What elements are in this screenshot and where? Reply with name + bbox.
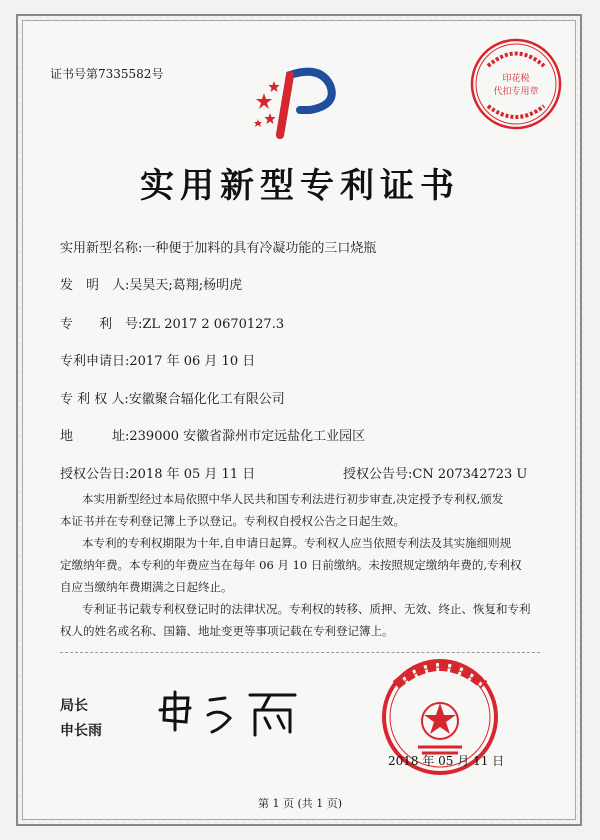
field-address-value: 239000 安徽省滁州市定远盐化工业园区 — [129, 429, 366, 444]
field-address-label: 地 址: — [60, 429, 130, 444]
field-patent-number — [60, 313, 284, 332]
field-filing-label: 专利申请日: — [60, 354, 130, 369]
sipo-logo-icon — [250, 55, 350, 145]
field-filing-value: 2017 年 06 月 10 日 — [129, 354, 256, 369]
paragraph-line-3: 本专利的专利权期限为十年,自申请日起算。专利权人应当依照专利法及其实施细则规 — [82, 536, 512, 550]
field-name-value: 一种便于加料的具有冷凝功能的三口烧瓶 — [142, 241, 377, 256]
certificate-number: 证书号第7335582号 — [50, 67, 164, 81]
page-title: 实用新型专利证书 — [140, 166, 460, 206]
director-title: 局长 — [60, 698, 88, 714]
field-address — [60, 425, 365, 444]
field-filing-date — [60, 350, 255, 369]
field-grant-no-label: 授权公告号: — [343, 467, 413, 482]
page-footer: 第 1 页 (共 1 页) — [257, 797, 343, 810]
director-name: 申长雨 — [60, 723, 102, 739]
field-inventor — [60, 274, 242, 293]
field-owner — [60, 388, 285, 407]
svg-text:印花税: 印花税 — [502, 74, 530, 84]
seal-date: 2018 年 05 月 11 日 — [388, 754, 505, 768]
field-inventor-value: 吴昊天;葛翔;杨明虎 — [129, 278, 243, 293]
field-inventor-label: 发 明 人: — [60, 278, 130, 293]
paragraph-line-6: 专利证书记载专利权登记时的法律状况。专利权的转移、质押、无效、终止、恢复和专利 — [82, 602, 531, 616]
director-signature-icon — [150, 680, 310, 740]
paragraph-line-4: 定缴纳年费。本专利的年费应当在每年 06 月 10 日前缴纳。未按照规定缴纳年费的,专利权 — [60, 558, 522, 572]
field-patent-value: ZL 2017 2 0670127.3 — [142, 317, 285, 332]
field-owner-label: 专 利 权 人: — [60, 392, 129, 407]
field-name — [60, 237, 376, 256]
paragraph-line-1: 本实用新型经过本局依照中华人民共和国专利法进行初步审查,决定授予专利权,颁发 — [82, 492, 504, 506]
field-grant-date-value: 2018 年 05 月 11 日 — [129, 467, 256, 482]
field-grant-no-value: CN 207342723 U — [412, 467, 528, 482]
svg-text:代扣专用章: 代扣专用章 — [493, 87, 539, 97]
tax-stamp-icon — [468, 36, 564, 132]
field-owner-value: 安徽聚合辐化化工有限公司 — [128, 392, 285, 407]
field-grant-date-label: 授权公告日: — [60, 467, 130, 482]
divider — [60, 652, 540, 653]
field-patent-label: 专 利 号: — [60, 317, 143, 332]
field-name-label: 实用新型名称: — [60, 241, 143, 256]
paragraph-line-7: 权人的姓名或名称、国籍、地址变更等事项记载在专利登记簿上。 — [60, 624, 394, 638]
paragraph-line-2: 本证书并在专利登记簿上予以登记。专利权自授权公告之日起生效。 — [60, 514, 405, 528]
field-grant-date — [60, 463, 255, 482]
paragraph-line-5: 自应当缴纳年费期满之日起终止。 — [60, 580, 233, 594]
field-grant-number — [343, 463, 527, 482]
